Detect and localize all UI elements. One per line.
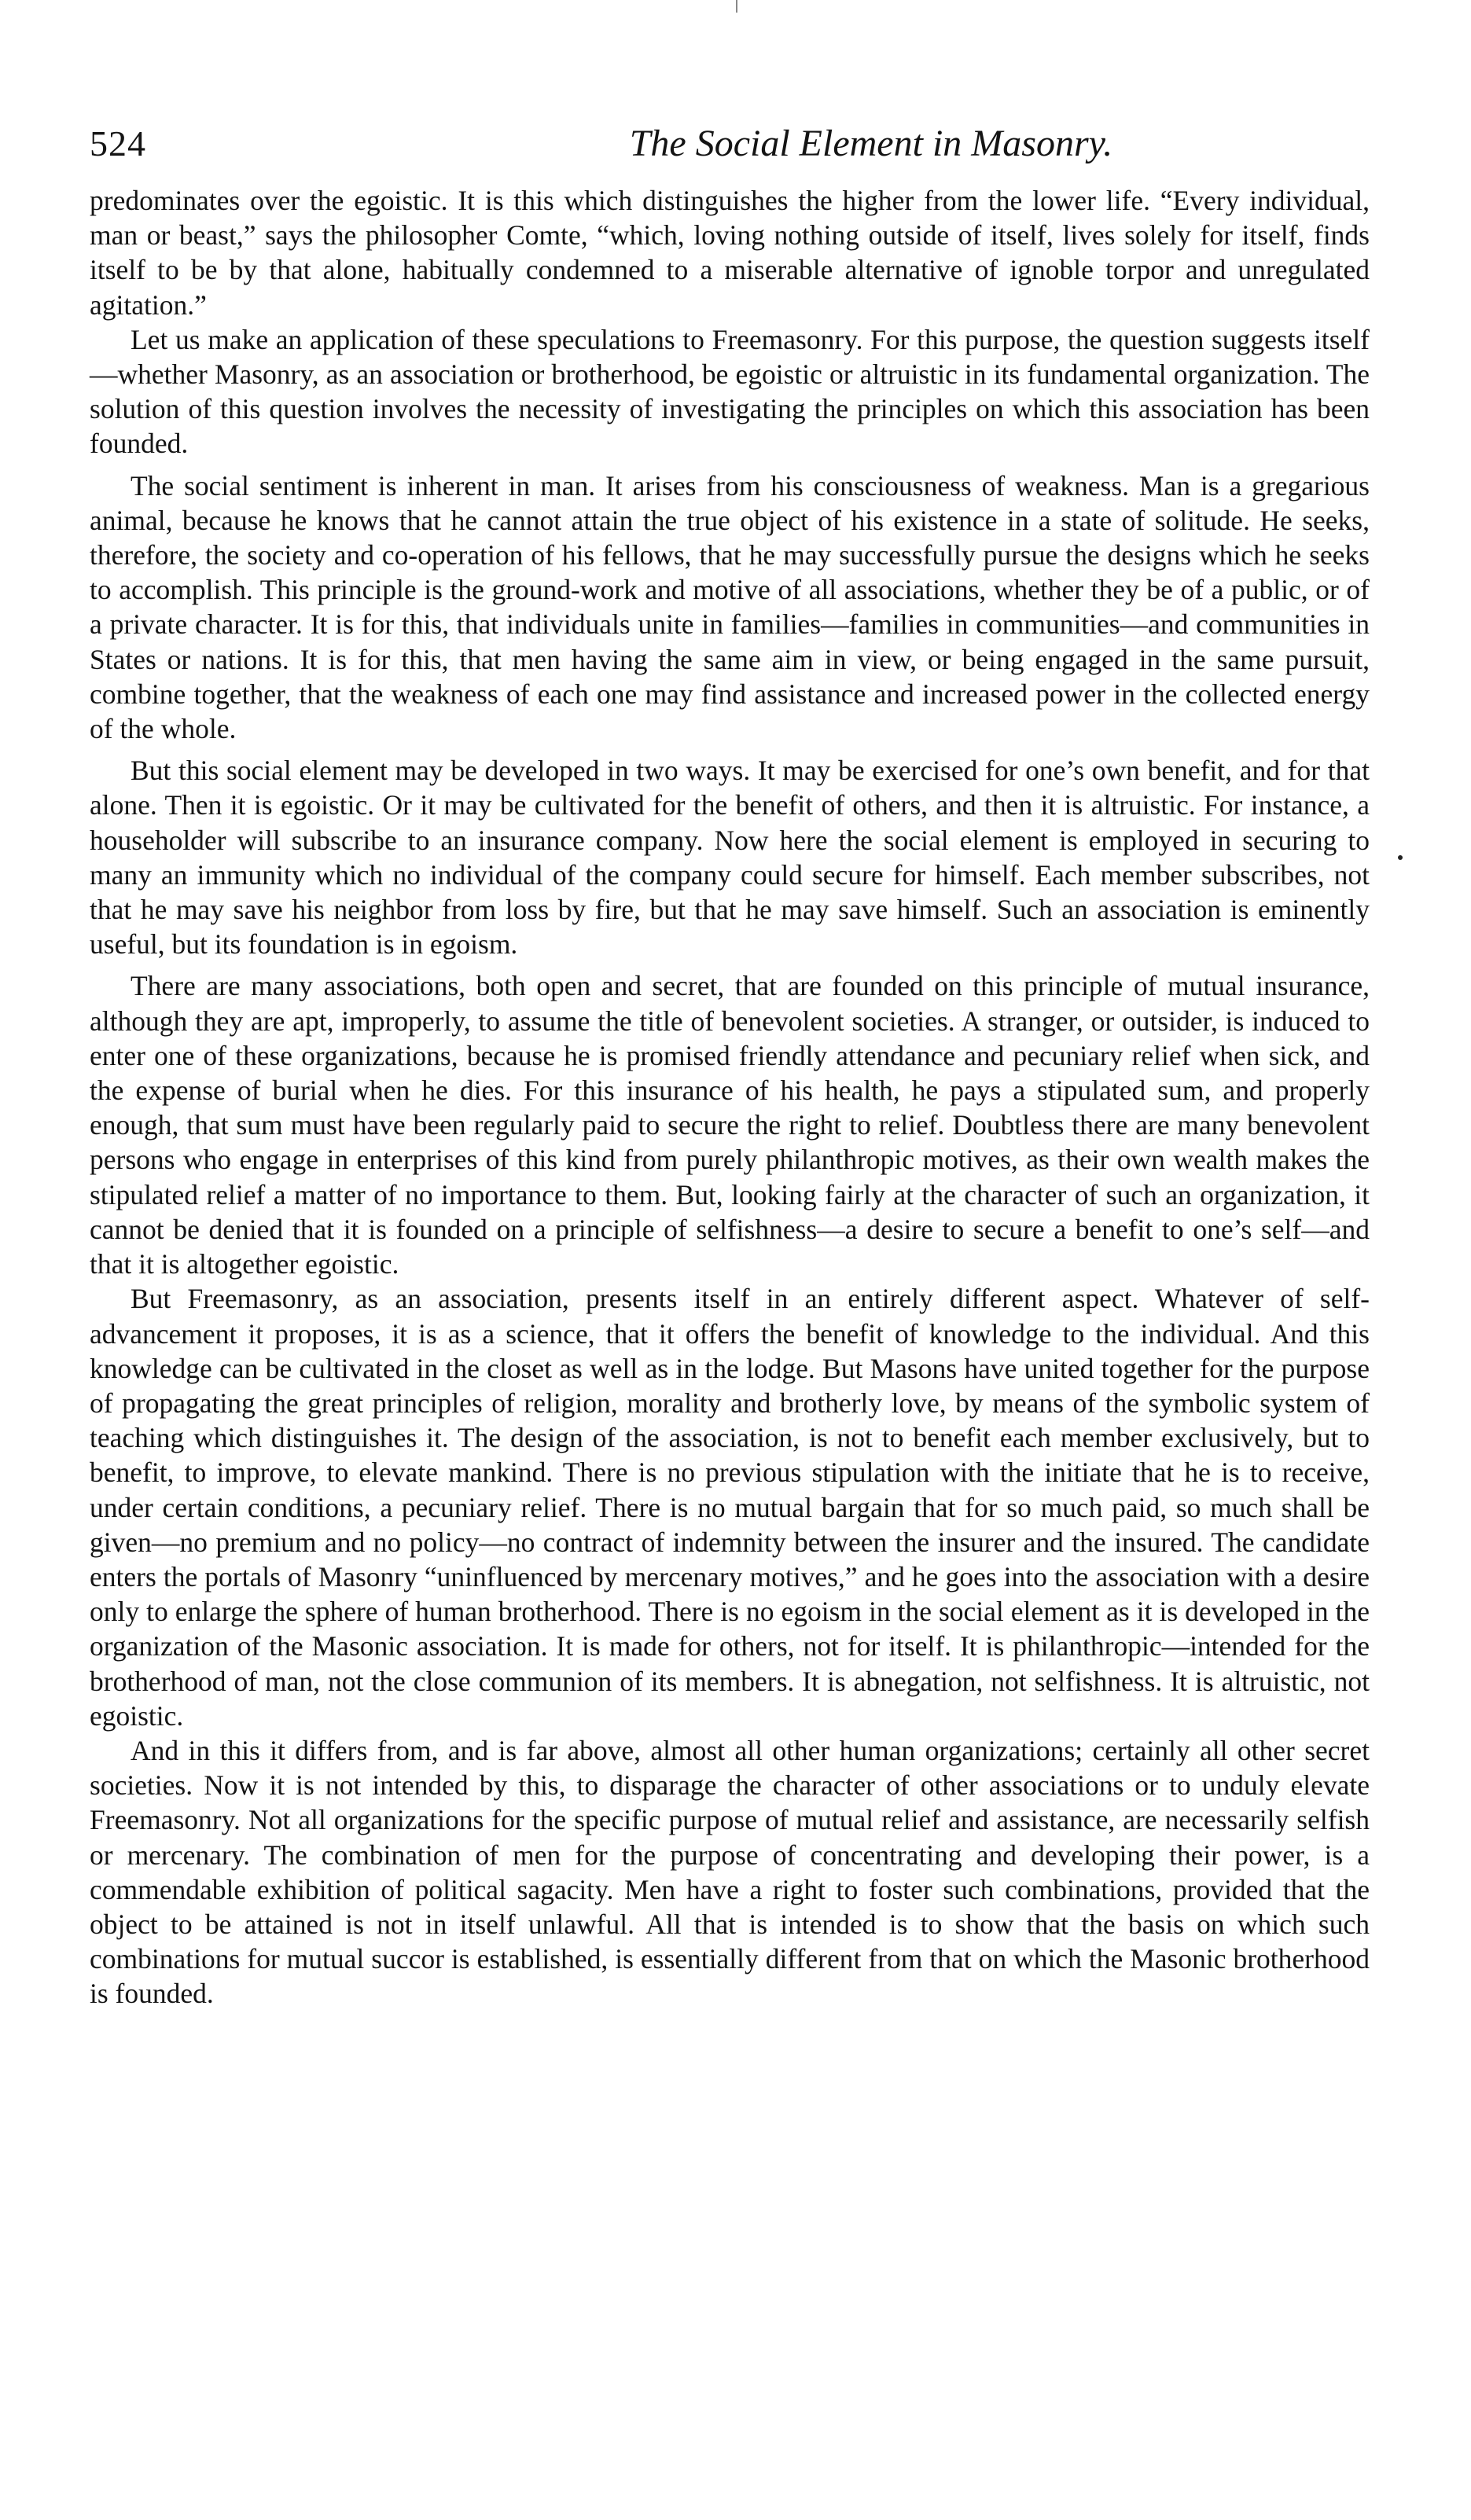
paragraph: There are many associations, both open and secret, that are founded on this principle of mutual insurance, although they are apt, improperly, to assume the title of benevolent societies. A stranger, or outsider, is induced to enter one of these organizations, because he is promised friendly attendance and pecuniary relief when sick, and the expense of burial when he dies. For this insurance of his health, he pays a stipulated sum, and properly enough, that sum must have been regularly paid to secure the right to relief. Doubtless there are many benevolent persons who engage in enterprises of this kind from purely philanthropic motives, as their own wealth makes the stipulated relief a matter of no importance to them. But, looking fairly at the character of such an organization, it cannot be denied that it is founded on a principle of selfishness—a desire to secure a benefit to one’s self—and that it is altogether egoistic.	[90, 970, 1370, 1280]
body-text	[90, 183, 1370, 2011]
page-number: 524	[90, 123, 146, 163]
paragraph: But this social element may be developed in two ways. It may be exercised for one’s own benefit, and for that alone. Then it is egoistic. Or it may be cultivated for the benefit of others, and then it is altruistic. For instance, a householder will subscribe to an insurance company. Now here the social element is employed in securing to many an immunity which no individual of the company could secure for himself. Each member subscribes, not that he may save his neighbor from loss by fire, but that he may save himself. Such an association is eminently useful, but its foundation is in egoism.	[90, 755, 1370, 961]
print-speck	[1398, 855, 1403, 860]
paragraph: The social sentiment is inherent in man. It arises from his consciousness of weakness. Man is a gregarious animal, because he knows that he cannot attain the true object of his existence in a state of solitude. He seeks, therefore, the society and co-operation of his fellows, that he may successfully pursue the designs which he seeks to accomplish. This principle is the ground-work and motive of all associations, whether they be of a public, or of a private character. It is for this, that individuals unite in families—families in communities—and communities in States or nations. It is for this, that men having the same aim in view, or being engaged in the same pursuit, combine together, that the weakness of each one may find assistance and increased power in the collected energy of the whole.	[90, 469, 1370, 745]
running-head	[90, 116, 1370, 171]
paragraph: And in this it differs from, and is far above, almost all other human organizations; certainly all other secret societies. Now it is not intended by this, to disparage the character of other associations or to unduly elevate Freemasonry. Not all organizations for the specific purpose of mutual relief and assistance, are necessarily selfish or mercenary. The combination of men for the purpose of concentrating and developing their power, is a commendable exhibition of political sagacity. Men have a right to foster such combinations, provided that the object to be attained is not in itself unlawful. All that is intended is to show that the basis on which such combinations for mutual succor is established, is essentially different from that on which the Masonic brotherhood is founded.	[90, 1734, 1370, 2010]
paragraph: But Freemasonry, as an association, presents itself in an entirely different aspect. Whatever of self-advancement it proposes, it is as a science, that it offers the benefit of knowledge to the individual. And this knowledge can be cultivated in the closet as well as in the lodge. But Masons have united together for the purpose of propagating the great principles of religion, morality and brotherly love, by means of the symbolic system of teaching which distinguishes it. The design of the association, is not to benefit each member exclusively, but to benefit, to improve, to elevate mankind. There is no previous stipulation with the initiate that he is to receive, under certain conditions, a pecuniary relief. There is no mutual bargain that for so much paid, so much shall be given—no premium and no policy—no contract of indemnity between the insurer and the insured. The candidate enters the portals of Masonry “uninfluenced by mercenary motives,” and he goes into the association with a desire only to enlarge the sphere of human brotherhood. There is no egoism in the social element as it is developed in the organization of the Masonic association. It is made for others, not for itself. It is philanthropic—intended for the brotherhood of man, not the close communion of its members. It is abnegation, not selfishness. It is altruistic, not egoistic.	[90, 1283, 1370, 1732]
paragraph: Let us make an application of these speculations to Freemasonry. For this purpose, the question suggests itself—whether Masonry, as an association or brotherhood, be egoistic or altruistic in its fundamental organization. The solution of this question involves the necessity of investigating the principles on which this association has been founded.	[90, 323, 1370, 460]
scan-mark	[736, 0, 737, 13]
paragraph-continued: predominates over the egoistic. It is this which distinguishes the higher from the lower life. “Every individual, man or beast,” says the philosopher Comte, “which, loving nothing outside of itself, lives solely for itself, finds itself to be by that alone, habitually condemned to a miserable alternative of ignoble torpor and unregulated agitation.”	[90, 185, 1370, 321]
running-title: The Social Element in Masonry.	[629, 123, 1113, 164]
